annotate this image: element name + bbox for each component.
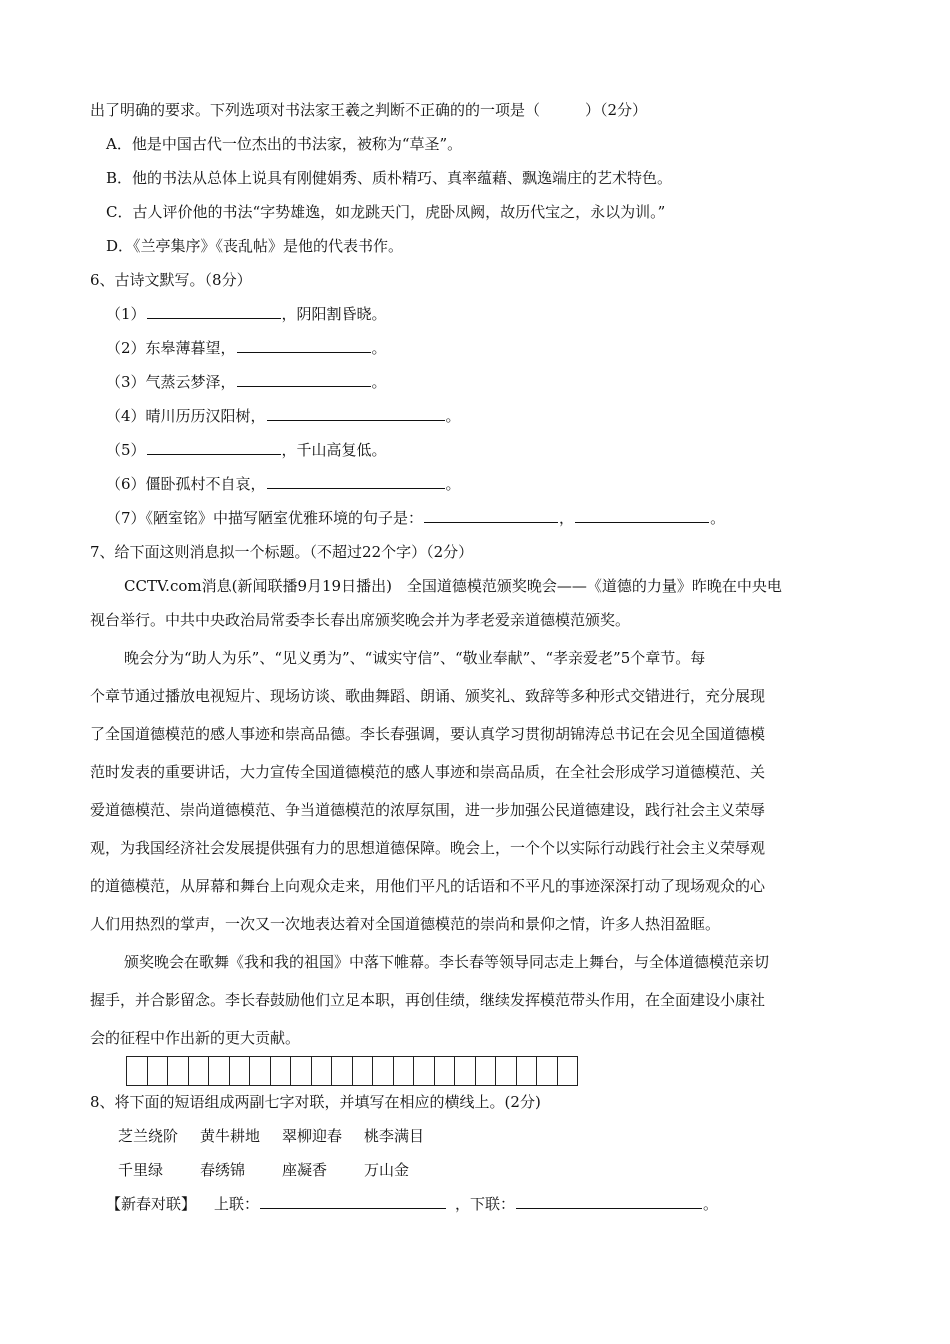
answer-blank[interactable] [237, 338, 371, 353]
phrase: 千里绿 [118, 1161, 164, 1179]
q6-item-5 [106, 440, 387, 460]
answer-blank[interactable] [267, 474, 445, 489]
q6-item-3-suffix: 。 [371, 373, 387, 391]
answer-cell[interactable] [352, 1057, 373, 1086]
answer-cell[interactable] [229, 1057, 250, 1086]
q6-item-2 [106, 338, 387, 358]
phrase: 翠柳迎春 [282, 1127, 343, 1145]
answer-blank[interactable] [147, 440, 281, 455]
phrase: 桃李满目 [364, 1127, 425, 1145]
answer-cell[interactable] [455, 1057, 476, 1086]
answer-cell[interactable] [291, 1057, 312, 1086]
answer-cell[interactable] [188, 1057, 209, 1086]
answer-blank[interactable] [575, 508, 709, 523]
q5-option-a: A．他是中国古代一位杰出的书法家，被称为“草圣”。 [106, 135, 463, 153]
q6-item-1 [106, 304, 387, 324]
q6-item-6 [106, 474, 461, 494]
q6-item-3-prefix: （3）气蒸云梦泽， [106, 373, 236, 391]
q6-item-4 [106, 406, 461, 426]
q6-item-2-prefix: （2）东皋薄暮望， [106, 339, 236, 357]
answer-cell[interactable] [168, 1057, 189, 1086]
q6-item-1-prefix: （1） [106, 305, 146, 323]
answer-cell[interactable] [434, 1057, 455, 1086]
q7-paragraph-line: 握手，并合影留念。李长春鼓励他们立足本职，再创佳绩，继续发挥模范带头作用，在全面建设小康社 [90, 991, 766, 1009]
answer-cell[interactable] [475, 1057, 496, 1086]
answer-blank[interactable] [237, 372, 371, 387]
answer-cell[interactable] [414, 1057, 435, 1086]
q8-phrase-row-2 [118, 1160, 446, 1180]
q6-item-4-prefix: （4）晴川历历汉阳树， [106, 407, 266, 425]
q6-item-6-suffix: 。 [445, 475, 461, 493]
q7-paragraph-line: 范时发表的重要讲话，大力宣传全国道德模范的感人事迹和崇高品质，在全社会形成学习道德模范、关 [90, 763, 766, 781]
q6-item-5-prefix: （5） [106, 441, 146, 459]
phrase: 座凝香 [282, 1161, 328, 1179]
answer-cell[interactable] [496, 1057, 517, 1086]
q7-paragraph-line: 视台举行。中共中央政治局常委李长春出席颁奖晚会并为孝老爱亲道德模范颁奖。 [90, 611, 631, 629]
q6-item-5-suffix: ，千山高复低。 [281, 441, 387, 459]
q8-answer-line [106, 1194, 718, 1214]
q5-option-b: B．他的书法从总体上说具有刚健娟秀、质朴精巧、真率蕴藉、飘逸端庄的艺术特色。 [106, 169, 673, 187]
answer-blank[interactable] [147, 304, 281, 319]
upper-couplet-blank[interactable] [260, 1194, 446, 1209]
answer-cell[interactable] [311, 1057, 332, 1086]
answer-cell[interactable] [557, 1057, 578, 1086]
phrase: 芝兰绕阶 [118, 1127, 179, 1145]
phrase: 黄牛耕地 [200, 1127, 261, 1145]
answer-cell[interactable] [127, 1057, 148, 1086]
answer-cell[interactable] [516, 1057, 537, 1086]
lower-label: ，下联： [455, 1195, 516, 1213]
q7-paragraph-line: 个章节通过播放电视短片、现场访谈、歌曲舞蹈、朗诵、颁奖礼、致辞等多种形式交错进行，充分展现 [90, 687, 766, 705]
q6-item-2-suffix: 。 [371, 339, 387, 357]
q6-item-4-suffix: 。 [445, 407, 461, 425]
q6-item-7-prefix: （7）《陋室铭》中描写陋室优雅环境的句子是： [106, 509, 424, 527]
q7-paragraph-line: 观，为我国经济社会发展提供强有力的思想道德保障。晚会上，一个个以实际行动践行社会主义荣辱观 [90, 839, 766, 857]
answer-cell[interactable] [373, 1057, 394, 1086]
q7-paragraph-line: 颁奖晚会在歌舞《我和我的祖国》中落下帷幕。李长春等领导同志走上舞台，与全体道德模范亲切 [124, 953, 770, 971]
end-mark: 。 [703, 1195, 719, 1213]
phrase: 万山金 [364, 1161, 410, 1179]
q7-paragraph-line: CCTV.com消息(新闻联播9月19日播出) 全国道德模范颁奖晚会——《道德的力量》昨晚在中央电 [124, 577, 782, 595]
answer-cell[interactable] [147, 1057, 168, 1086]
answer-cell[interactable] [537, 1057, 558, 1086]
answer-blank[interactable] [424, 508, 558, 523]
q7-paragraph-line: 爱道德模范、崇尚道德模范、争当道德模范的浓厚氛围，进一步加强公民道德建设，践行社会主义荣辱 [90, 801, 766, 819]
answer-grid [126, 1056, 578, 1086]
q7-paragraph-line: 人们用热烈的掌声，一次又一次地表达着对全国道德模范的崇尚和景仰之情，许多人热泪盈眶。 [90, 915, 721, 933]
q5-stem: 出了明确的要求。下列选项对书法家王羲之判断不正确的的一项是（ ）（2分） [90, 101, 648, 119]
q5-option-d: D．《兰亭集序》《丧乱帖》是他的代表书作。 [106, 237, 404, 255]
answer-cell[interactable] [332, 1057, 353, 1086]
q6-item-1-suffix: ，阴阳割昏晓。 [281, 305, 387, 323]
answer-cell[interactable] [270, 1057, 291, 1086]
q6-item-3 [106, 372, 387, 392]
lower-couplet-blank[interactable] [516, 1194, 702, 1209]
answer-cell[interactable] [209, 1057, 230, 1086]
q7-title: 7、给下面这则消息拟一个标题。（不超过22个字）（2分） [90, 543, 474, 561]
q6-item-7 [106, 508, 725, 528]
q8-title: 8、将下面的短语组成两副七字对联，并填写在相应的横线上。(2分) [90, 1093, 541, 1111]
upper-label: 上联： [214, 1195, 260, 1213]
couplet-label: 【新春对联】 [106, 1195, 197, 1213]
q6-item-7-suffix: 。 [710, 509, 726, 527]
q7-paragraph-line: 会的征程中作出新的更大贡献。 [90, 1029, 301, 1047]
q8-phrase-row-1 [118, 1126, 446, 1146]
answer-blank[interactable] [267, 406, 445, 421]
q6-item-7-separator: ， [559, 509, 575, 527]
q6-title: 6、古诗文默写。（8分） [90, 271, 252, 289]
phrase: 春绣锦 [200, 1161, 246, 1179]
answer-cell[interactable] [393, 1057, 414, 1086]
q7-paragraph-line: 晚会分为“助人为乐”、“见义勇为”、“诚实守信”、“敬业奉献”、“孝亲爱老”5个章节。每 [124, 649, 706, 667]
q5-option-c: C．古人评价他的书法“字势雄逸，如龙跳天门，虎卧凤阙，故历代宝之，永以为训。” [106, 203, 666, 221]
q7-paragraph-line: 的道德模范，从屏幕和舞台上向观众走来，用他们平凡的话语和不平凡的事迹深深打动了现场观众的心 [90, 877, 766, 895]
q6-item-6-prefix: （6）僵卧孤村不自哀， [106, 475, 266, 493]
q7-paragraph-line: 了全国道德模范的感人事迹和崇高品德。李长春强调，要认真学习贯彻胡锦涛总书记在会见全国道德模 [90, 725, 766, 743]
answer-cell[interactable] [250, 1057, 271, 1086]
